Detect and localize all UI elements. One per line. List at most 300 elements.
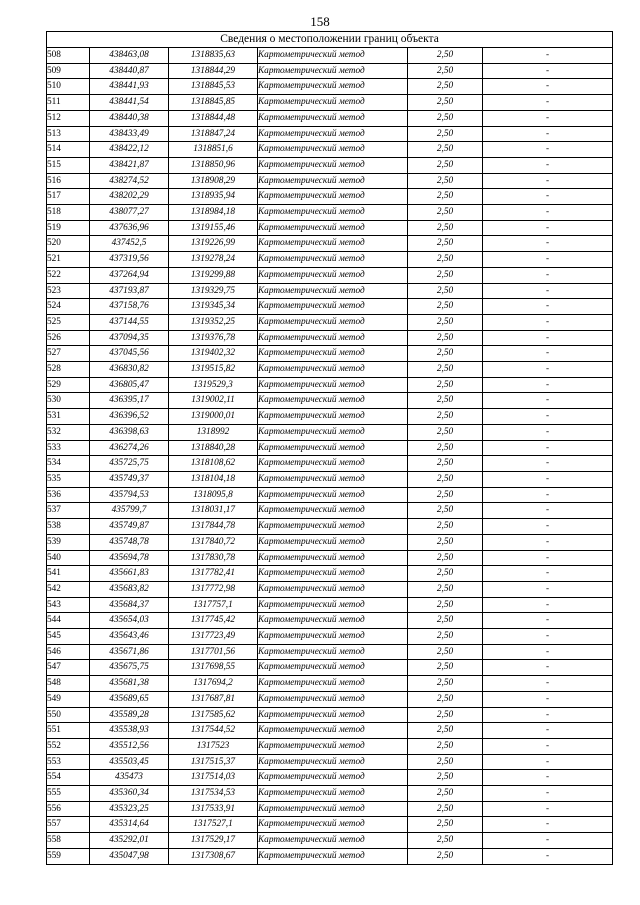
table-row: [47, 346, 613, 362]
table-row: [47, 629, 613, 645]
x-coordinate-cell: 435292,01: [90, 833, 169, 849]
note-cell: -: [483, 519, 613, 535]
x-coordinate-cell: 435749,37: [90, 471, 169, 487]
y-coordinate-cell: 1317723,49: [169, 629, 258, 645]
y-coordinate-cell: 1319002,11: [169, 393, 258, 409]
note-cell: -: [483, 189, 613, 205]
method-cell: Картометрический метод: [258, 440, 408, 456]
note-cell: -: [483, 471, 613, 487]
table-row: [47, 283, 613, 299]
x-coordinate-cell: 436830,82: [90, 362, 169, 378]
y-coordinate-cell: 1317308,67: [169, 848, 258, 864]
table-row: [47, 613, 613, 629]
note-cell: -: [483, 236, 613, 252]
note-cell: -: [483, 770, 613, 786]
table-row: [47, 723, 613, 739]
point-number-cell: 556: [47, 801, 90, 817]
table-row: [47, 519, 613, 535]
method-cell: Картометрический метод: [258, 126, 408, 142]
x-coordinate-cell: 435684,37: [90, 597, 169, 613]
x-coordinate-cell: 437158,76: [90, 299, 169, 315]
method-cell: Картометрический метод: [258, 738, 408, 754]
method-cell: Картометрический метод: [258, 142, 408, 158]
table-row: [47, 801, 613, 817]
x-coordinate-cell: 437452,5: [90, 236, 169, 252]
method-cell: Картометрический метод: [258, 534, 408, 550]
note-cell: -: [483, 362, 613, 378]
note-cell: -: [483, 801, 613, 817]
method-cell: Картометрический метод: [258, 581, 408, 597]
note-cell: -: [483, 817, 613, 833]
note-cell: -: [483, 503, 613, 519]
point-number-cell: 513: [47, 126, 90, 142]
method-cell: Картометрический метод: [258, 801, 408, 817]
point-number-cell: 539: [47, 534, 90, 550]
accuracy-cell: 2,50: [408, 833, 483, 849]
y-coordinate-cell: 1318845,85: [169, 95, 258, 111]
y-coordinate-cell: 1318850,96: [169, 157, 258, 173]
y-coordinate-cell: 1317544,52: [169, 723, 258, 739]
note-cell: -: [483, 393, 613, 409]
note-cell: -: [483, 142, 613, 158]
method-cell: Картометрический метод: [258, 676, 408, 692]
method-cell: Картометрический метод: [258, 173, 408, 189]
y-coordinate-cell: 1318104,18: [169, 471, 258, 487]
accuracy-cell: 2,50: [408, 79, 483, 95]
method-cell: Картометрический метод: [258, 770, 408, 786]
table-row: [47, 676, 613, 692]
accuracy-cell: 2,50: [408, 660, 483, 676]
accuracy-cell: 2,50: [408, 142, 483, 158]
y-coordinate-cell: 1319352,25: [169, 314, 258, 330]
accuracy-cell: 2,50: [408, 613, 483, 629]
point-number-cell: 529: [47, 377, 90, 393]
point-number-cell: 515: [47, 157, 90, 173]
accuracy-cell: 2,50: [408, 173, 483, 189]
table-row: [47, 95, 613, 111]
point-number-cell: 546: [47, 644, 90, 660]
point-number-cell: 543: [47, 597, 90, 613]
x-coordinate-cell: 438440,87: [90, 63, 169, 79]
table-row: [47, 330, 613, 346]
y-coordinate-cell: 1318844,48: [169, 110, 258, 126]
point-number-cell: 544: [47, 613, 90, 629]
table-row: [47, 456, 613, 472]
y-coordinate-cell: 1317523: [169, 738, 258, 754]
x-coordinate-cell: 436398,63: [90, 424, 169, 440]
point-number-cell: 514: [47, 142, 90, 158]
table-row: [47, 424, 613, 440]
method-cell: Картометрический метод: [258, 707, 408, 723]
y-coordinate-cell: 1317757,1: [169, 597, 258, 613]
point-number-cell: 547: [47, 660, 90, 676]
note-cell: -: [483, 283, 613, 299]
x-coordinate-cell: 438441,54: [90, 95, 169, 111]
table-row: [47, 110, 613, 126]
method-cell: Картометрический метод: [258, 723, 408, 739]
point-number-cell: 511: [47, 95, 90, 111]
method-cell: Картометрический метод: [258, 220, 408, 236]
note-cell: -: [483, 79, 613, 95]
x-coordinate-cell: 435749,87: [90, 519, 169, 535]
x-coordinate-cell: 435661,83: [90, 566, 169, 582]
method-cell: Картометрический метод: [258, 79, 408, 95]
x-coordinate-cell: 435681,38: [90, 676, 169, 692]
point-number-cell: 557: [47, 817, 90, 833]
point-number-cell: 554: [47, 770, 90, 786]
table-row: [47, 252, 613, 268]
accuracy-cell: 2,50: [408, 440, 483, 456]
method-cell: Картометрический метод: [258, 754, 408, 770]
accuracy-cell: 2,50: [408, 63, 483, 79]
point-number-cell: 512: [47, 110, 90, 126]
table-row: [47, 362, 613, 378]
accuracy-cell: 2,50: [408, 314, 483, 330]
accuracy-cell: 2,50: [408, 738, 483, 754]
y-coordinate-cell: 1319155,46: [169, 220, 258, 236]
note-cell: -: [483, 644, 613, 660]
x-coordinate-cell: 438441,93: [90, 79, 169, 95]
note-cell: -: [483, 487, 613, 503]
x-coordinate-cell: 435643,46: [90, 629, 169, 645]
method-cell: Картометрический метод: [258, 110, 408, 126]
y-coordinate-cell: 1318845,53: [169, 79, 258, 95]
y-coordinate-cell: 1319299,88: [169, 267, 258, 283]
point-number-cell: 521: [47, 252, 90, 268]
point-number-cell: 559: [47, 848, 90, 864]
accuracy-cell: 2,50: [408, 691, 483, 707]
point-number-cell: 522: [47, 267, 90, 283]
method-cell: Картометрический метод: [258, 362, 408, 378]
note-cell: -: [483, 440, 613, 456]
x-coordinate-cell: 437193,87: [90, 283, 169, 299]
note-cell: -: [483, 534, 613, 550]
note-cell: -: [483, 126, 613, 142]
y-coordinate-cell: 1318992: [169, 424, 258, 440]
point-number-cell: 517: [47, 189, 90, 205]
y-coordinate-cell: 1319515,82: [169, 362, 258, 378]
x-coordinate-cell: 435047,98: [90, 848, 169, 864]
accuracy-cell: 2,50: [408, 362, 483, 378]
table-row: [47, 487, 613, 503]
x-coordinate-cell: 438440,38: [90, 110, 169, 126]
method-cell: Картометрический метод: [258, 550, 408, 566]
note-cell: -: [483, 550, 613, 566]
table-row: [47, 597, 613, 613]
note-cell: -: [483, 377, 613, 393]
accuracy-cell: 2,50: [408, 110, 483, 126]
note-cell: -: [483, 48, 613, 64]
table-row: [47, 770, 613, 786]
accuracy-cell: 2,50: [408, 534, 483, 550]
note-cell: -: [483, 95, 613, 111]
x-coordinate-cell: 437094,35: [90, 330, 169, 346]
method-cell: Картометрический метод: [258, 330, 408, 346]
note-cell: -: [483, 581, 613, 597]
accuracy-cell: 2,50: [408, 566, 483, 582]
x-coordinate-cell: 437144,55: [90, 314, 169, 330]
table-title: Сведения о местоположении границ объекта: [47, 32, 613, 48]
note-cell: -: [483, 738, 613, 754]
method-cell: Картометрический метод: [258, 613, 408, 629]
y-coordinate-cell: 1317585,62: [169, 707, 258, 723]
point-number-cell: 540: [47, 550, 90, 566]
table-body: [47, 48, 613, 865]
table-row: [47, 63, 613, 79]
note-cell: -: [483, 157, 613, 173]
y-coordinate-cell: 1317701,56: [169, 644, 258, 660]
y-coordinate-cell: 1317745,42: [169, 613, 258, 629]
accuracy-cell: 2,50: [408, 786, 483, 802]
accuracy-cell: 2,50: [408, 770, 483, 786]
x-coordinate-cell: 435725,75: [90, 456, 169, 472]
y-coordinate-cell: 1317772,98: [169, 581, 258, 597]
y-coordinate-cell: 1317830,78: [169, 550, 258, 566]
table-row: [47, 126, 613, 142]
point-number-cell: 531: [47, 409, 90, 425]
x-coordinate-cell: 436274,26: [90, 440, 169, 456]
x-coordinate-cell: 435323,25: [90, 801, 169, 817]
y-coordinate-cell: 1318851,6: [169, 142, 258, 158]
y-coordinate-cell: 1317529,17: [169, 833, 258, 849]
table-row: [47, 440, 613, 456]
point-number-cell: 541: [47, 566, 90, 582]
point-number-cell: 527: [47, 346, 90, 362]
accuracy-cell: 2,50: [408, 95, 483, 111]
note-cell: -: [483, 173, 613, 189]
point-number-cell: 534: [47, 456, 90, 472]
point-number-cell: 508: [47, 48, 90, 64]
table-row: [47, 314, 613, 330]
method-cell: Картометрический метод: [258, 660, 408, 676]
table-row: [47, 581, 613, 597]
point-number-cell: 524: [47, 299, 90, 315]
accuracy-cell: 2,50: [408, 801, 483, 817]
table-row: [47, 503, 613, 519]
x-coordinate-cell: 436396,52: [90, 409, 169, 425]
y-coordinate-cell: 1318908,29: [169, 173, 258, 189]
y-coordinate-cell: 1319529,3: [169, 377, 258, 393]
y-coordinate-cell: 1319278,24: [169, 252, 258, 268]
method-cell: Картометрический метод: [258, 833, 408, 849]
x-coordinate-cell: 438274,52: [90, 173, 169, 189]
point-number-cell: 520: [47, 236, 90, 252]
note-cell: -: [483, 346, 613, 362]
note-cell: -: [483, 676, 613, 692]
method-cell: Картометрический метод: [258, 205, 408, 221]
note-cell: -: [483, 597, 613, 613]
accuracy-cell: 2,50: [408, 205, 483, 221]
method-cell: Картометрический метод: [258, 252, 408, 268]
method-cell: Картометрический метод: [258, 786, 408, 802]
x-coordinate-cell: 435654,03: [90, 613, 169, 629]
x-coordinate-cell: 435503,45: [90, 754, 169, 770]
x-coordinate-cell: 435473: [90, 770, 169, 786]
table-row: [47, 707, 613, 723]
point-number-cell: 519: [47, 220, 90, 236]
y-coordinate-cell: 1319345,34: [169, 299, 258, 315]
table-row: [47, 550, 613, 566]
accuracy-cell: 2,50: [408, 346, 483, 362]
method-cell: Картометрический метод: [258, 644, 408, 660]
y-coordinate-cell: 1319402,32: [169, 346, 258, 362]
table-row: [47, 393, 613, 409]
accuracy-cell: 2,50: [408, 424, 483, 440]
note-cell: -: [483, 267, 613, 283]
y-coordinate-cell: 1317514,03: [169, 770, 258, 786]
accuracy-cell: 2,50: [408, 471, 483, 487]
x-coordinate-cell: 435799,7: [90, 503, 169, 519]
note-cell: -: [483, 252, 613, 268]
method-cell: Картометрический метод: [258, 393, 408, 409]
y-coordinate-cell: 1317694,2: [169, 676, 258, 692]
method-cell: Картометрический метод: [258, 487, 408, 503]
accuracy-cell: 2,50: [408, 581, 483, 597]
accuracy-cell: 2,50: [408, 676, 483, 692]
note-cell: -: [483, 205, 613, 221]
x-coordinate-cell: 437636,96: [90, 220, 169, 236]
y-coordinate-cell: 1319226,99: [169, 236, 258, 252]
point-number-cell: 550: [47, 707, 90, 723]
table-row: [47, 691, 613, 707]
note-cell: -: [483, 660, 613, 676]
table-row: [47, 79, 613, 95]
y-coordinate-cell: 1317515,37: [169, 754, 258, 770]
x-coordinate-cell: 438421,87: [90, 157, 169, 173]
point-number-cell: 553: [47, 754, 90, 770]
y-coordinate-cell: 1318095,8: [169, 487, 258, 503]
point-number-cell: 530: [47, 393, 90, 409]
table-row: [47, 299, 613, 315]
x-coordinate-cell: 435314,64: [90, 817, 169, 833]
accuracy-cell: 2,50: [408, 189, 483, 205]
note-cell: -: [483, 110, 613, 126]
method-cell: Картометрический метод: [258, 471, 408, 487]
point-number-cell: 535: [47, 471, 90, 487]
point-number-cell: 526: [47, 330, 90, 346]
method-cell: Картометрический метод: [258, 629, 408, 645]
note-cell: -: [483, 299, 613, 315]
point-number-cell: 518: [47, 205, 90, 221]
point-number-cell: 516: [47, 173, 90, 189]
y-coordinate-cell: 1317844,78: [169, 519, 258, 535]
y-coordinate-cell: 1319000,01: [169, 409, 258, 425]
note-cell: -: [483, 314, 613, 330]
table-row: [47, 377, 613, 393]
accuracy-cell: 2,50: [408, 252, 483, 268]
table-row: [47, 48, 613, 64]
accuracy-cell: 2,50: [408, 330, 483, 346]
accuracy-cell: 2,50: [408, 754, 483, 770]
point-number-cell: 552: [47, 738, 90, 754]
accuracy-cell: 2,50: [408, 393, 483, 409]
method-cell: Картометрический метод: [258, 691, 408, 707]
point-number-cell: 523: [47, 283, 90, 299]
x-coordinate-cell: 435689,65: [90, 691, 169, 707]
x-coordinate-cell: 435675,75: [90, 660, 169, 676]
accuracy-cell: 2,50: [408, 377, 483, 393]
x-coordinate-cell: 435360,34: [90, 786, 169, 802]
note-cell: -: [483, 220, 613, 236]
method-cell: Картометрический метод: [258, 409, 408, 425]
point-number-cell: 555: [47, 786, 90, 802]
point-number-cell: 551: [47, 723, 90, 739]
point-number-cell: 548: [47, 676, 90, 692]
x-coordinate-cell: 435683,82: [90, 581, 169, 597]
method-cell: Картометрический метод: [258, 283, 408, 299]
point-number-cell: 549: [47, 691, 90, 707]
point-number-cell: 532: [47, 424, 90, 440]
note-cell: -: [483, 424, 613, 440]
table-row: [47, 833, 613, 849]
x-coordinate-cell: 437319,56: [90, 252, 169, 268]
method-cell: Картометрический метод: [258, 63, 408, 79]
note-cell: -: [483, 456, 613, 472]
method-cell: Картометрический метод: [258, 95, 408, 111]
method-cell: Картометрический метод: [258, 299, 408, 315]
accuracy-cell: 2,50: [408, 48, 483, 64]
accuracy-cell: 2,50: [408, 220, 483, 236]
x-coordinate-cell: 435694,78: [90, 550, 169, 566]
x-coordinate-cell: 438433,49: [90, 126, 169, 142]
accuracy-cell: 2,50: [408, 157, 483, 173]
table-row: [47, 817, 613, 833]
method-cell: Картометрический метод: [258, 503, 408, 519]
accuracy-cell: 2,50: [408, 519, 483, 535]
table-title-row: [47, 32, 613, 48]
table-row: [47, 660, 613, 676]
point-number-cell: 542: [47, 581, 90, 597]
y-coordinate-cell: 1318847,24: [169, 126, 258, 142]
x-coordinate-cell: 437045,56: [90, 346, 169, 362]
y-coordinate-cell: 1319376,78: [169, 330, 258, 346]
method-cell: Картометрический метод: [258, 236, 408, 252]
note-cell: -: [483, 613, 613, 629]
x-coordinate-cell: 435671,86: [90, 644, 169, 660]
accuracy-cell: 2,50: [408, 267, 483, 283]
note-cell: -: [483, 330, 613, 346]
point-number-cell: 525: [47, 314, 90, 330]
page-number: 158: [310, 14, 330, 29]
method-cell: Картометрический метод: [258, 519, 408, 535]
point-number-cell: 510: [47, 79, 90, 95]
note-cell: -: [483, 409, 613, 425]
accuracy-cell: 2,50: [408, 707, 483, 723]
y-coordinate-cell: 1317698,55: [169, 660, 258, 676]
accuracy-cell: 2,50: [408, 283, 483, 299]
method-cell: Картометрический метод: [258, 48, 408, 64]
method-cell: Картометрический метод: [258, 267, 408, 283]
method-cell: Картометрический метод: [258, 346, 408, 362]
accuracy-cell: 2,50: [408, 487, 483, 503]
table-row: [47, 534, 613, 550]
method-cell: Картометрический метод: [258, 424, 408, 440]
y-coordinate-cell: 1318844,29: [169, 63, 258, 79]
note-cell: -: [483, 833, 613, 849]
method-cell: Картометрический метод: [258, 566, 408, 582]
method-cell: Картометрический метод: [258, 817, 408, 833]
note-cell: -: [483, 629, 613, 645]
y-coordinate-cell: 1318031,17: [169, 503, 258, 519]
y-coordinate-cell: 1319329,75: [169, 283, 258, 299]
table-row: [47, 173, 613, 189]
point-number-cell: 509: [47, 63, 90, 79]
note-cell: -: [483, 691, 613, 707]
table-row: [47, 142, 613, 158]
accuracy-cell: 2,50: [408, 126, 483, 142]
x-coordinate-cell: 436805,47: [90, 377, 169, 393]
point-number-cell: 558: [47, 833, 90, 849]
